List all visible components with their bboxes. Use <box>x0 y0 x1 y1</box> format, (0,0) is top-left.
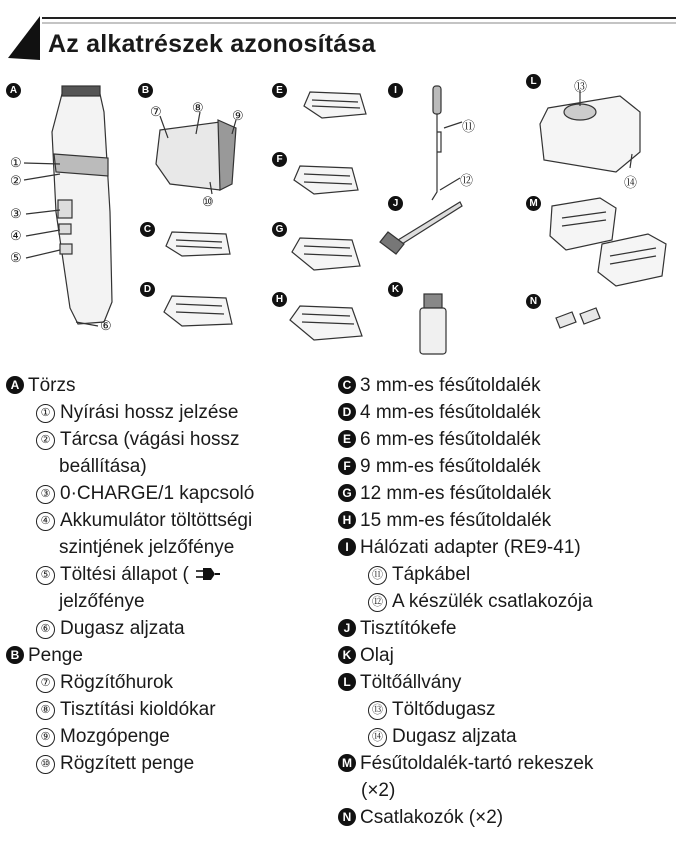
list-item-12 <box>338 588 672 615</box>
comb-holder-drawing <box>550 198 666 286</box>
callout-1: ① <box>10 155 22 170</box>
list-item-m-cont <box>338 777 672 804</box>
list-item-4 <box>6 507 326 534</box>
list-label: szintjének jelzőfénye <box>59 537 235 558</box>
list-item-m <box>338 750 672 777</box>
callout-8: ⑧ <box>192 100 204 115</box>
figure-letter-n: N <box>526 294 541 309</box>
list-item-13 <box>338 696 672 723</box>
letter-badge-h: H <box>338 511 356 529</box>
list-item-5 <box>6 561 326 588</box>
comb-f-drawing <box>294 166 358 194</box>
number-badge: ⑤ <box>36 566 55 585</box>
figure-letter-j: J <box>388 196 403 211</box>
number-badge: ⑩ <box>36 755 55 774</box>
list-label: Nyírási hossz jelzése <box>60 402 239 423</box>
letter-badge-m: M <box>338 754 356 772</box>
clipper-body-drawing <box>24 86 112 326</box>
list-item-5-cont <box>6 588 326 615</box>
figure-letter-f: F <box>272 152 287 167</box>
list-item-1 <box>6 399 326 426</box>
list-label: Mozgópenge <box>60 726 170 747</box>
number-badge: ① <box>36 404 55 423</box>
list-label: Tisztítási kioldókar <box>60 699 216 720</box>
list-label: 12 mm-es fésűtoldalék <box>360 483 552 504</box>
callout-9: ⑨ <box>232 108 244 123</box>
list-item-3 <box>6 480 326 507</box>
letter-badge-j: J <box>338 619 356 637</box>
list-label: Akkumulátor töltöttségi <box>60 510 253 531</box>
comb-g-drawing <box>292 238 360 270</box>
page-title: Az alkatrészek azonosítása <box>48 30 376 58</box>
list-item-g <box>338 480 672 507</box>
list-label: Törzs <box>28 375 76 396</box>
callout-6: ⑥ <box>100 318 112 333</box>
figure-letter-d: D <box>140 282 155 297</box>
letter-badge-d: D <box>338 403 356 421</box>
list-item-d <box>338 399 672 426</box>
number-badge: ⑪ <box>368 566 387 585</box>
letter-badge-n: N <box>338 808 356 826</box>
callout-13: ⑬ <box>574 79 588 94</box>
callout-12: ⑫ <box>460 173 474 188</box>
number-badge: ⑧ <box>36 701 55 720</box>
list-item-4-cont <box>6 534 326 561</box>
list-label: Tisztítókefe <box>360 618 457 639</box>
callout-7: ⑦ <box>150 104 162 119</box>
callout-2: ② <box>10 173 22 188</box>
callout-3: ③ <box>10 206 22 221</box>
list-item-11 <box>338 561 672 588</box>
oil-bottle-drawing <box>420 294 446 354</box>
list-item-9 <box>6 723 326 750</box>
plug-icon <box>194 566 220 582</box>
list-label: 9 mm-es fésűtoldalék <box>360 456 541 477</box>
number-badge: ⑨ <box>36 728 55 747</box>
number-badge: ⑦ <box>36 674 55 693</box>
list-label: Rögzítőhurok <box>60 672 174 693</box>
letter-badge-e: E <box>338 430 356 448</box>
list-item-b <box>6 642 326 669</box>
list-label: Töltődugasz <box>392 699 496 720</box>
list-item-e <box>338 426 672 453</box>
callout-14: ⑭ <box>624 175 638 190</box>
list-label: Dugasz aljzata <box>392 726 517 747</box>
list-label: Fésűtoldalék-tartó rekeszek <box>360 753 594 774</box>
list-item-h <box>338 507 672 534</box>
list-item-2-cont <box>6 453 326 480</box>
figure-letter-k: K <box>388 282 403 297</box>
figure-letter-b: B <box>138 83 153 98</box>
list-label: Olaj <box>360 645 394 666</box>
letter-badge-k: K <box>338 646 356 664</box>
list-item-f <box>338 453 672 480</box>
number-badge: ② <box>36 431 55 450</box>
callout-4: ④ <box>10 228 22 243</box>
list-label: Töltőállvány <box>360 672 462 693</box>
parts-list-right <box>338 372 672 831</box>
comb-d-drawing <box>164 296 232 326</box>
list-item-c <box>338 372 672 399</box>
callout-10: ⑩ <box>202 194 214 209</box>
list-label: 15 mm-es fésűtoldalék <box>360 510 552 531</box>
list-label: Dugasz aljzata <box>60 618 185 639</box>
blade-drawing <box>156 112 236 194</box>
list-item-k <box>338 642 672 669</box>
letter-badge-i: I <box>338 538 356 556</box>
list-item-i <box>338 534 672 561</box>
figure-letter-a: A <box>6 83 21 98</box>
charging-stand-drawing <box>540 90 640 172</box>
list-item-7 <box>6 669 326 696</box>
list-label: (×2) <box>361 780 396 801</box>
list-label: 6 mm-es fésűtoldalék <box>360 429 541 450</box>
list-item-j <box>338 615 672 642</box>
list-label: Töltési állapot ( <box>60 564 189 585</box>
list-item-a <box>6 372 326 399</box>
list-label: beállítása) <box>59 456 147 477</box>
connectors-drawing <box>556 308 600 328</box>
list-item-10 <box>6 750 326 777</box>
letter-badge-b: B <box>6 646 24 664</box>
number-badge: ⑬ <box>368 701 387 720</box>
comb-c-drawing <box>166 232 230 256</box>
list-label: Tárcsa (vágási hossz <box>60 429 240 450</box>
letter-badge-l: L <box>338 673 356 691</box>
figure-letter-i: I <box>388 83 403 98</box>
callout-5: ⑤ <box>10 250 22 265</box>
list-item-n <box>338 804 672 831</box>
figure-letter-m: M <box>526 196 541 211</box>
list-item-6 <box>6 615 326 642</box>
list-label: Csatlakozók (×2) <box>360 807 504 828</box>
comb-h-drawing <box>290 306 362 340</box>
list-label: A készülék csatlakozója <box>392 591 593 612</box>
figure-letter-e: E <box>272 83 287 98</box>
section-header <box>0 0 676 70</box>
letter-badge-g: G <box>338 484 356 502</box>
figure-letter-h: H <box>272 292 287 307</box>
list-item-l <box>338 669 672 696</box>
callout-11: ⑪ <box>462 119 476 134</box>
list-label: Rögzített penge <box>60 753 195 774</box>
figure-letter-g: G <box>272 222 287 237</box>
list-label: 0·CHARGE/1 kapcsoló <box>60 483 255 504</box>
list-label: Tápkábel <box>392 564 471 585</box>
list-item-2 <box>6 426 326 453</box>
number-badge: ⑥ <box>36 620 55 639</box>
list-label: jelzőfénye <box>59 591 145 612</box>
figure-letter-c: C <box>140 222 155 237</box>
number-badge: ④ <box>36 512 55 531</box>
letter-badge-a: A <box>6 376 24 394</box>
adapter-drawing <box>432 86 462 200</box>
comb-e-drawing <box>304 92 366 118</box>
number-badge: ③ <box>36 485 55 504</box>
parts-list-left <box>6 372 326 777</box>
figure-letter-l: L <box>526 74 541 89</box>
letter-badge-f: F <box>338 457 356 475</box>
list-item-14 <box>338 723 672 750</box>
letter-badge-c: C <box>338 376 356 394</box>
list-label: 4 mm-es fésűtoldalék <box>360 402 541 423</box>
list-label: 3 mm-es fésűtoldalék <box>360 375 541 396</box>
number-badge: ⑫ <box>368 593 387 612</box>
list-label: Hálózati adapter (RE9-41) <box>360 537 581 558</box>
number-badge: ⑭ <box>368 728 387 747</box>
list-item-8 <box>6 696 326 723</box>
list-label: Penge <box>28 645 83 666</box>
